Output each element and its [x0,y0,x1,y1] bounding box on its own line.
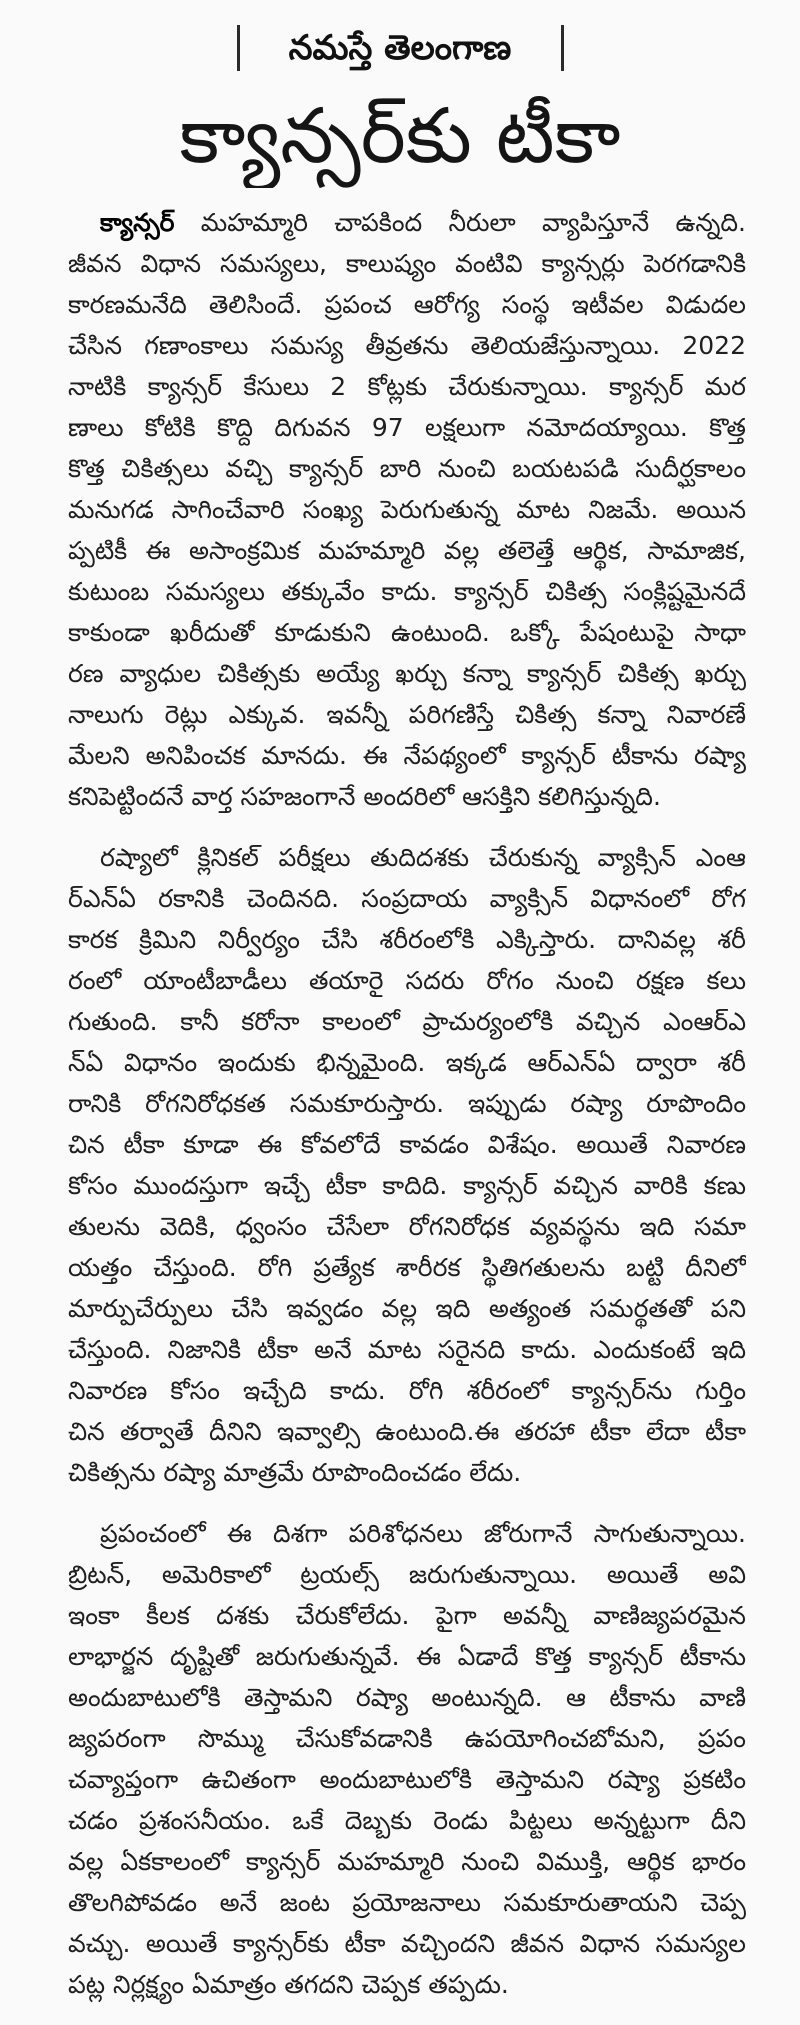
text-line: తులను వెదికి, ధ్వంసం చేసేలా రోగనిరోధక వ్యవస్థను ఇది సమా [68,1212,746,1241]
text-line: చవ్యాప్తంగా ఉచితంగా అందుబాటులోకి తెస్తామని రష్యా ప్రకటిం [68,1765,746,1794]
text-line: రణ వ్యాధుల చికిత్సకు అయ్యే ఖర్చు కన్నా క్యాన్సర్ చికిత్స ఖర్చు [68,659,746,688]
text-line: చడం ప్రశంసనీయం. ఒకే దెబ్బకు రెండు పిట్టలు అన్నట్టుగా దీని [68,1806,746,1835]
text-line: ణాలు కోటికి కొద్ది దిగువన 97 లక్షలుగా నమోదయ్యాయి. కొత్త [68,413,746,442]
text-line: అందుబాటులోకి తెస్తామని రష్యా అంటున్నది. ఆ టీకాను వాణి [68,1683,746,1712]
text-line: ప్రపంచంలో ఈ దిశగా పరిశోధనలు జోరుగానే సాగుతున్నాయి. [100,1519,746,1548]
text-line: ప్పటికీ ఈ అసాంక్రమిక మహమ్మారి వల్ల తలెత్తే ఆర్థిక, సామాజిక, [68,536,746,565]
masthead [0,22,800,74]
paragraph-1 [68,202,746,817]
text-line: చిన తర్వాతే దీనిని ఇవ్వాల్సి ఉంటుంది.ఈ తరహా టీకా లేదా టీకా [68,1417,746,1446]
text-line: వల్ల ఏకకాలంలో క్యాన్సర్ మహమ్మారి నుంచి విముక్తి, ఆర్థిక భారం [68,1847,746,1876]
text-line: నివారణ కోసం ఇచ్చేది కాదు. రోగి శరీరంలో క్యాన్సర్‌ను గుర్తిం [68,1376,746,1405]
text-line: గుతుంది. కానీ కరోనా కాలంలో ప్రాచుర్యంలోకి వచ్చిన ఎంఆర్ఎ [68,1007,746,1036]
text-line: నాలుగు రెట్లు ఎక్కువ. ఇవన్నీ పరిగణిస్తే చికిత్స కన్నా నివారణే [68,700,746,729]
text-line: చికిత్సను రష్యా మాత్రమే రూపొందించడం లేదు. [68,1458,522,1487]
text-line: కారక క్రిమిని నిర్వీర్యం చేసి శరీరంలోకి ఎక్కిస్తారు. దానివల్ల శరీ [68,925,746,954]
paragraph-3 [68,1513,746,2005]
text-line: చేస్తుంది. నిజానికి టీకా అనే మాట సరైనది కాదు. ఎందుకంటే ఇది [68,1335,746,1364]
text-line: పట్ల నిర్లక్ష్యం ఏమాత్రం తగదని చెప్పక తప్పదు. [68,1970,509,1999]
text-line: చేసిన గణాంకాలు సమస్య తీవ్రతను తెలియజేస్తున్నాయి. 2022 [68,331,746,360]
text-line: కనిపెట్టిందనే వార్త సహజంగానే అందరిలో ఆసక్తిని కలిగిస్తున్నది. [68,782,661,811]
newspaper-name: నమస్తే తెలంగాణ [288,28,512,68]
text-line: కోసం ముందస్తుగా ఇచ్చే టీకా కాదిది. క్యాన్సర్ వచ్చిన వారికి కణు [68,1171,746,1200]
text-line: ర్ఎన్ఏ రకానికి చెందినది. సంప్రదాయ వ్యాక్సిన్ విధానంలో రోగ [68,884,746,913]
text-line: మేలని అనిపించక మానదు. ఈ నేపథ్యంలో క్యాన్సర్ టీకాను రష్యా [68,741,746,770]
text-line: చిన టీకా కూడా ఈ కోవలోదే కావడం విశేషం. అయితే నివారణ [68,1130,746,1159]
text-line: తొలగిపోవడం అనే జంట ప్రయోజనాలు సమకూరుతాయని చెప్ప [68,1888,746,1917]
lead-word: క్యాన్సర్ [100,208,175,237]
text-line: మార్పుచేర్పులు చేసి ఇవ్వడం వల్ల ఇది అత్యంత సమర్థతతో పని [68,1294,746,1323]
text-line: కుటుంబ సమస్యలు తక్కువేం కాదు. క్యాన్సర్ చికిత్స సంక్లిష్టమైనదే [68,577,746,606]
text-line: రంలో యాంటీబాడీలు తయారై సదరు రోగం నుంచి రక్షణ కలు [68,966,746,995]
text-line: వచ్చు. అయితే క్యాన్సర్‌కు టీకా వచ్చిందని జీవన విధాన సమస్యల [68,1929,746,1958]
text-line: బ్రిటన్, అమెరికాలో ట్రయల్స్ జరుగుతున్నాయి. అయితే అవి [68,1560,746,1589]
text-line: న్ఏ విధానం ఇందుకు భిన్నమైంది. ఇక్కడ ఆర్ఎన్ఏ ద్వారా శరీ [68,1048,746,1077]
text-line: నాటికి క్యాన్సర్ కేసులు 2 కోట్లకు చేరుకున్నాయి. క్యాన్సర్ మర [68,372,746,401]
text-line: యత్తం చేస్తుంది. రోగి ప్రత్యేక శారీరక స్థితిగతులను బట్టి దీనిలో [68,1253,746,1282]
text-line: ఇంకా కీలక దశకు చేరుకోలేదు. పైగా అవన్నీ వాణిజ్యపరమైన [68,1601,746,1630]
article-body [68,202,746,2025]
text-line: కాకుండా ఖరీదుతో కూడుకుని ఉంటుంది. ఒక్కో పేషంటుపై సాధా [68,618,746,647]
paragraph-2 [68,837,746,1493]
text-line: లాభార్జన దృష్టితో జరుగుతున్నవే. ఈ ఏడాదే కొత్త క్యాన్సర్ టీకాను [68,1642,746,1671]
masthead-divider-left [237,25,240,71]
masthead-divider-right [561,25,564,71]
text-line: జ్యపరంగా సొమ్ము చేసుకోవడానికి ఉపయోగించబోమని, ప్రపం [68,1724,746,1753]
article-title: క్యాన్సర్‌కు టీకా [179,91,621,180]
text-line: రానికి రోగనిరోధకత సమకూరుస్తారు. ఇప్పుడు రష్యా రూపొందిం [68,1089,746,1118]
text-line: కారణమనేది తెలిసిందే. ప్రపంచ ఆరోగ్య సంస్థ ఇటీవల విడుదల [68,290,746,319]
text-line: రష్యాలో క్లినికల్ పరీక్షలు తుదిదశకు చేరుకున్న వ్యాక్సిన్ ఎంఆ [100,843,746,872]
text-line-content: మహమ్మారి చాపకింద నీరులా వ్యాపిస్తూనే ఉన్నది. [200,208,746,237]
text-line: కొత్త చికిత్సలు వచ్చి క్యాన్సర్ బారి నుంచి బయటపడి సుదీర్ఘకాలం [68,454,746,483]
text-line: మనుగడ సాగించేవారి సంఖ్య పెరుగుతున్న మాట నిజమే. అయిన [68,495,746,524]
text-line [68,202,746,243]
text-line: జీవన విధాన సమస్యలు, కాలుష్యం వంటివి క్యాన్సర్లు పెరగడానికి [68,249,746,278]
